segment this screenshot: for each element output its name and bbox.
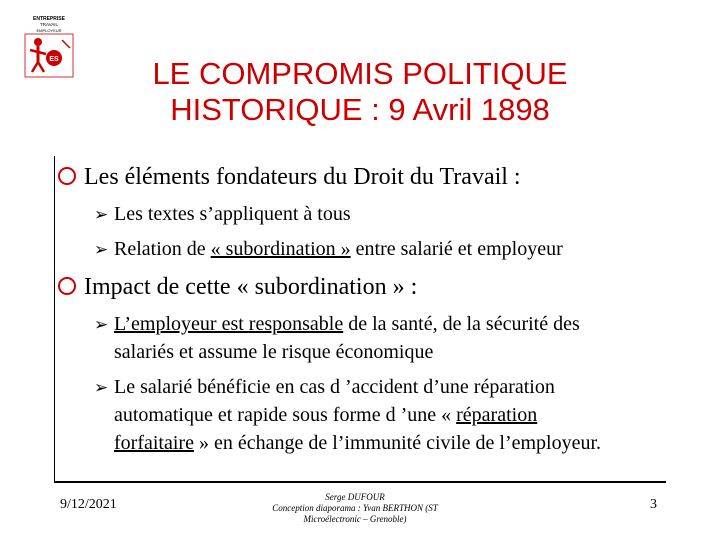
frame-left-line (54, 156, 55, 482)
frame-bottom-line (54, 481, 666, 483)
footer-page-number: 3 (650, 497, 657, 512)
slide-title (100, 56, 620, 128)
footer-credit: Serge DUFOUR Conception diaporama : Yvan BERTHON (ST Microélectronic – Grenoble) (272, 492, 438, 524)
arrowhead-icon: ➢ (94, 205, 109, 225)
arrowhead-icon: ➢ (94, 315, 109, 335)
title-line-1: LE COMPROMIS POLITIQUE (152, 56, 568, 91)
underlined-subordination: « subordination » (210, 238, 351, 260)
logo-text-1: ENTREPRISE (33, 16, 65, 22)
list-item-1 (94, 200, 351, 229)
list-item-3-continuation: salariés et assume le risque économique (114, 341, 434, 363)
arrowhead-icon: ➢ (94, 378, 109, 398)
list-item-4-line-3: forfaitaire » en échange de l’immunité civile de l’employeur. (114, 432, 602, 454)
section-heading-1-text: Les éléments fondateurs du Droit du Travail : (84, 164, 521, 190)
logo (24, 14, 74, 78)
hollow-circle-icon (58, 167, 76, 185)
section-heading-2 (58, 273, 417, 301)
arrowhead-icon: ➢ (94, 240, 109, 260)
logo-badge: ES (49, 56, 59, 63)
section-heading-2-text: Impact de cette « subordination » : (84, 274, 418, 300)
footer-date: 9/12/2021 (60, 497, 117, 512)
list-item-4-line-2: automatique et rapide sous forme d ’une « réparation (114, 404, 538, 426)
list-item-4-line-1: Le salarié bénéficie en cas d ’accident d’une réparation (114, 376, 555, 398)
logo-text-3: EMPLOYEUR (36, 28, 62, 33)
list-item-4 (94, 373, 602, 454)
list-item-2: ➢ Relation de « subordination » entre salarié et employeur (94, 235, 563, 264)
title-line-2: HISTORIQUE : 9 Avril 1898 (170, 92, 550, 127)
list-item-1-text: Les textes s’appliquent à tous (114, 203, 351, 225)
logo-text-2: TRAVAIL (39, 22, 59, 27)
section-heading-1 (58, 163, 521, 191)
underlined-employer-responsible: L’employeur est responsable (114, 313, 344, 335)
hollow-circle-icon (58, 277, 76, 295)
list-item-3: ➢ L’employeur est responsable de la santé, de la sécurité des salariés et assume le risque économique (94, 310, 580, 339)
